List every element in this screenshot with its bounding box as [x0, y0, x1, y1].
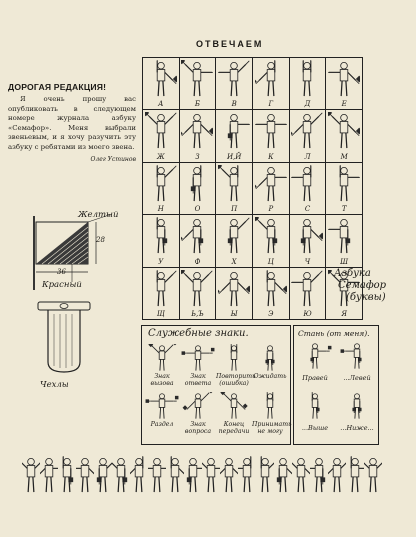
stance-sign — [296, 342, 334, 386]
letter-signature: Олег Устинов — [90, 155, 136, 163]
alphabet-letter: Ц — [267, 257, 274, 266]
semaphore-figure-icon — [148, 456, 166, 494]
service-sign-label: Повторить (ошибка) — [216, 373, 256, 387]
semaphore-figure-icon — [94, 456, 112, 494]
alphabet-letter: Т — [341, 205, 347, 214]
semaphore-figure-icon — [291, 112, 323, 150]
alphabet-cell — [290, 215, 327, 267]
height-label: 28 — [96, 236, 105, 244]
alphabet-letter: Е — [341, 100, 347, 109]
semaphore-figure-icon — [291, 217, 323, 255]
alphabet-letter: Ф — [194, 257, 201, 266]
semaphore-figure-icon — [76, 456, 94, 494]
semaphore-alphabet-grid — [142, 57, 363, 320]
alphabet-letter: В — [231, 100, 237, 109]
alphabet-cell — [253, 58, 290, 110]
semaphore-figure-icon — [218, 60, 250, 98]
semaphore-figure-icon — [22, 456, 40, 494]
alphabet-cell — [290, 58, 327, 110]
semaphore-figure-icon — [130, 456, 148, 494]
semaphore-figure-icon — [145, 60, 177, 98]
semaphore-figure-icon — [216, 344, 252, 372]
alphabet-cell — [143, 110, 180, 162]
semaphore-figure-icon — [296, 342, 334, 370]
semaphore-figure-icon — [328, 112, 360, 150]
alphabet-letter: Л — [304, 152, 311, 161]
service-sign-label: Знак ответа — [184, 373, 212, 387]
service-sign-label: Раздел — [150, 421, 174, 428]
alphabet-letter: О — [194, 205, 201, 214]
alphabet-letter: Щ — [156, 310, 165, 318]
semaphore-figure-icon — [144, 344, 180, 372]
alphabet-cell — [180, 110, 217, 162]
semaphore-figure-icon — [338, 342, 376, 370]
stance-sign — [338, 392, 376, 436]
semaphore-figure-icon — [274, 456, 292, 494]
semaphore-figure-icon — [255, 60, 287, 98]
service-sign-label: Знак вопроса — [184, 421, 212, 435]
alphabet-cell — [290, 268, 327, 320]
reader-letter — [8, 82, 136, 163]
service-sign — [252, 392, 292, 438]
semaphore-figure-icon — [328, 60, 360, 98]
alphabet-letter: Ш — [340, 257, 349, 266]
semaphore-figure-icon — [166, 456, 184, 494]
stance-title: Стань (от меня). — [298, 329, 370, 338]
semaphore-figure-icon — [145, 217, 177, 255]
service-sign — [144, 344, 180, 390]
alphabet-letter: Ж — [156, 152, 165, 161]
stance-sign-label: ...Выше — [301, 424, 329, 432]
semaphore-figure-icon — [144, 392, 180, 420]
semaphore-figure-icon — [296, 392, 334, 420]
semaphore-figure-icon — [181, 217, 213, 255]
alphabet-cell — [253, 215, 290, 267]
semaphore-figure-icon — [255, 270, 287, 308]
alphabet-caption-line2: Семафор — [338, 280, 387, 291]
alphabet-cell — [216, 110, 253, 162]
semaphore-figure-icon — [181, 165, 213, 203]
semaphore-figure-icon — [112, 456, 130, 494]
semaphore-figure-icon — [291, 165, 323, 203]
service-sign — [216, 392, 252, 438]
alphabet-letter: Г — [268, 100, 274, 109]
semaphore-figure-icon — [255, 165, 287, 203]
semaphore-figure-icon — [346, 456, 364, 494]
alphabet-letter: У — [158, 257, 164, 266]
alphabet-caption — [334, 268, 414, 304]
semaphore-figure-icon — [218, 270, 250, 308]
service-sign-label: Ожидать — [253, 373, 287, 380]
alphabet-letter: Ю — [303, 310, 312, 318]
alphabet-cell — [143, 163, 180, 215]
alphabet-cell — [216, 163, 253, 215]
alphabet-cell — [253, 163, 290, 215]
semaphore-figure-icon — [58, 456, 76, 494]
alphabet-cell — [326, 110, 363, 162]
semaphore-figure-icon — [216, 392, 252, 420]
alphabet-cell — [180, 58, 217, 110]
semaphore-figure-icon — [181, 60, 213, 98]
alphabet-letter: С — [304, 205, 311, 214]
alphabet-letter: И,Й — [226, 152, 242, 161]
alphabet-letter: Р — [268, 205, 274, 214]
semaphore-figure-icon — [202, 456, 220, 494]
alphabet-letter: Ч — [304, 257, 311, 266]
semaphore-figure-icon — [180, 392, 216, 420]
alphabet-letter: Я — [341, 310, 347, 318]
section-title: ОТВЕЧАЕМ — [196, 39, 264, 49]
alphabet-letter: Д — [304, 100, 311, 109]
semaphore-figure-icon — [328, 456, 346, 494]
alphabet-cell — [143, 268, 180, 320]
alphabet-letter: К — [268, 152, 274, 161]
top-color-label: Желтый — [78, 210, 119, 220]
bottom-color-label: Красный — [42, 280, 82, 290]
alphabet-letter: Ь,Ъ — [191, 310, 204, 318]
semaphore-figure-icon — [255, 217, 287, 255]
service-sign — [216, 344, 256, 390]
semaphore-figure-icon — [291, 270, 323, 308]
service-signs-panel — [141, 325, 291, 445]
semaphore-figure-icon — [181, 270, 213, 308]
semaphore-figure-icon — [184, 456, 202, 494]
alphabet-cell — [180, 268, 217, 320]
alphabet-letter: Б — [194, 100, 201, 109]
semaphore-figure-icon — [145, 270, 177, 308]
alphabet-cell — [216, 215, 253, 267]
semaphore-strip — [22, 456, 384, 496]
alphabet-cell — [290, 163, 327, 215]
alphabet-letter: Н — [157, 205, 164, 214]
semaphore-figure-icon — [256, 456, 274, 494]
semaphore-figure-icon — [180, 344, 216, 372]
semaphore-figure-icon — [238, 456, 256, 494]
semaphore-figure-icon — [328, 217, 360, 255]
semaphore-figure-icon — [220, 456, 238, 494]
alphabet-letter: Ы — [230, 310, 238, 318]
alphabet-cell — [216, 58, 253, 110]
stance-panel — [293, 325, 379, 445]
stance-sign-label: Правей — [302, 374, 328, 382]
service-sign-label: Знак вызова — [150, 373, 174, 387]
semaphore-figure-icon — [252, 344, 288, 372]
alphabet-letter: Э — [268, 310, 274, 318]
alphabet-cell — [253, 110, 290, 162]
alphabet-cell — [290, 110, 327, 162]
semaphore-figure-icon — [291, 60, 323, 98]
case-drawing — [36, 300, 94, 376]
semaphore-figure-icon — [145, 165, 177, 203]
alphabet-letter: А — [158, 100, 164, 109]
alphabet-letter: Х — [231, 257, 237, 266]
semaphore-figure-icon — [218, 165, 250, 203]
semaphore-figure-icon — [252, 392, 288, 420]
semaphore-figure-icon — [338, 392, 376, 420]
service-sign-label: Конец передачи — [218, 421, 250, 435]
semaphore-figure-icon — [145, 112, 177, 150]
stance-sign — [338, 342, 376, 386]
alphabet-cell — [326, 58, 363, 110]
flag-diagram — [12, 212, 140, 292]
alphabet-cell — [326, 163, 363, 215]
alphabet-letter: М — [340, 152, 348, 161]
semaphore-figure-icon — [218, 112, 250, 150]
alphabet-letter: З — [195, 152, 200, 161]
letter-body: Я очень прошу вас опубликовать в следующем номере журнала азбуку «Семафор». Меня выбрали звеньевым, и я хочу разучить эту азбуку с ребятами из моего звена. — [8, 95, 136, 151]
alphabet-cell — [180, 163, 217, 215]
alphabet-cell — [216, 268, 253, 320]
semaphore-figure-icon — [218, 217, 250, 255]
alphabet-cell — [253, 268, 290, 320]
alphabet-letter: П — [231, 205, 238, 214]
service-sign-label: Принимать не могу — [252, 421, 292, 435]
service-sign — [180, 392, 216, 438]
stance-sign — [296, 392, 334, 436]
alphabet-cell — [326, 215, 363, 267]
semaphore-figure-icon — [328, 165, 360, 203]
semaphore-figure-icon — [181, 112, 213, 150]
alphabet-cell — [143, 215, 180, 267]
semaphore-figure-icon — [310, 456, 328, 494]
semaphore-figure-icon — [292, 456, 310, 494]
letter-heading: ДОРОГАЯ РЕДАКЦИЯ! — [8, 82, 107, 92]
service-sign — [144, 392, 180, 438]
stance-sign-label: ...Ниже... — [340, 424, 374, 432]
alphabet-cell — [143, 58, 180, 110]
alphabet-cell — [180, 215, 217, 267]
service-sign — [180, 344, 216, 390]
width-label: 36 — [57, 268, 66, 276]
case-label: Чехлы — [40, 380, 69, 390]
semaphore-figure-icon — [364, 456, 382, 494]
flag-case — [36, 300, 94, 390]
service-signs-title: Служебные знаки. — [148, 328, 249, 339]
alphabet-caption-line3: (буквы) — [346, 292, 386, 303]
alphabet-caption-line1: Азбука — [334, 268, 371, 279]
service-sign — [252, 344, 288, 390]
stance-sign-label: ...Левей — [343, 374, 371, 382]
semaphore-figure-icon — [255, 112, 287, 150]
semaphore-figure-icon — [40, 456, 58, 494]
